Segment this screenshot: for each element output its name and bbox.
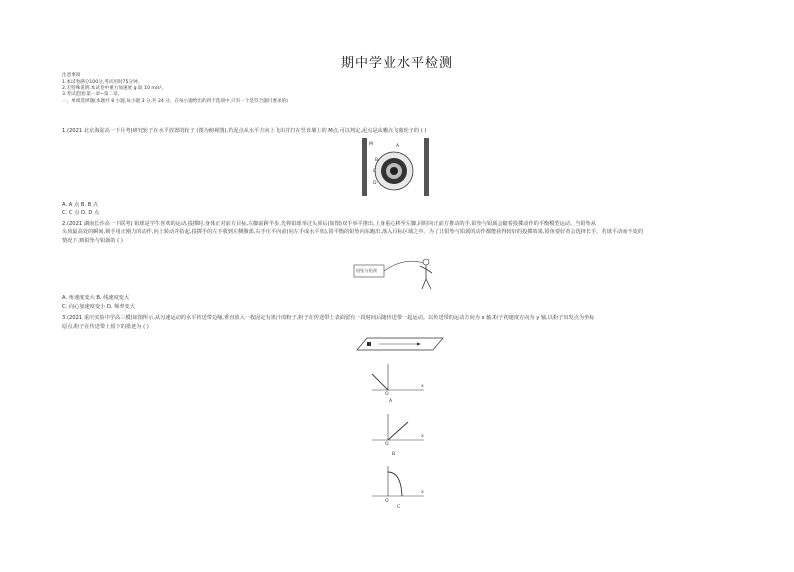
q1-label-m: M [369,142,373,147]
question-3-graph-a [368,360,438,400]
page-title: 期中学业水平检测 [340,56,453,71]
question-2-options-row2: C. 向心加速度变小 D. 频率变大 [62,304,135,310]
section-heading: 一、单项选择题(本题共 8 小题,每小题 3 分,共 24 分。在每小题给出的四个选项中,只有一个是符合题目要求的) [62,99,288,104]
q1-label-d: D [373,181,377,186]
question-2-line-2: 头顶最高处的瞬间,锁手用正刚力的动作,向上转动并抬起,投掷手的左手收到左侧腹部,右手压平向前(向左手成水平状),铅平衡的铅坠向东跑出,落入目标区域之中。为了让铅坠与铅颈的动作都能获得较好的投掷效果,铅鱼要好者会选择长手。若球平动而不变的 [62,229,644,235]
notice-item-1: 1.本试卷满分100分,考试用时75分钟。 [62,80,143,85]
question-2-options-row1: A. 角速度变大 B. 线速度变大 [62,295,130,301]
question-3-line-1: 3.(2021 重庆实验中学高三模)如图所示,从匀速运动的水平传送带边缘,垂直放入一枚固定有墨汁的粉子,粉子在传送带上表面留有一段时间后随传送带一起运动。以传送带的运动方向为 x 轴,粉子初速度方向为 y 轴,以粉子出发点为坐标 [62,315,595,321]
question-2-line-3: 情况下,则铅坠与铅颈的 ( ) [62,238,123,244]
graph-a-x-label: x [421,384,424,389]
graph-c-x-label: x [421,490,424,495]
question-2-line-1: 2.(2021 湖南长沙高一下联考) 铅球是学生喜欢的运动,投掷时,身体正对前方目标,左脚前跨半步,先将铅球举过头顶后(如图)双手举平推出,上身重心移至左脚,同时向正前方推动的手,铅坠与铅颈会随着投掷动作的平衡模型运动。当铅坠从 [62,221,596,227]
graph-a-origin: O [385,392,389,397]
question-1-stem: 1.(2021 北京海淀高一下月考)研究轮子在水平放置的轮子 (图为俯视图),若泥点从水平方向上飞出并打在竖直墙上的 M点,可以判定,泥点是从哪点飞离轮子的 ( ) [62,128,427,134]
notice-item-3: 3.考试范围:第一章~第二章。 [62,92,123,97]
graph-c-origin: O [385,499,389,504]
question-3-graph-c [368,462,438,506]
question-1-options-row1: A. A 点 B. B 点 [62,202,99,208]
graph-b-label: B [392,452,396,457]
graph-b-origin: O [385,442,389,447]
question-2-figure [352,255,442,293]
q1-label-a: A [396,144,400,149]
notice-heading: 注意事项 [62,73,81,78]
question-1-options-row2: C. C 点 D. D 点 [62,210,100,216]
graph-b-x-label: x [421,434,424,439]
question-3-conveyor-figure [357,336,447,352]
notice-item-2: 2.无特殊说明,本试卷中重力加速度 g 取 10 m/s²。 [62,86,167,91]
q1-label-c: C [373,169,377,174]
graph-a-label: A [389,399,393,404]
q2-figure-label: 铅坠与铅颈 [356,268,377,273]
question-3-graph-b [368,410,438,450]
question-3-line-2: 原点,粉子在传送带上留下的墨迹为 ( ) [62,324,149,330]
q1-label-b: B [375,158,379,163]
graph-c-label: C [397,505,401,510]
